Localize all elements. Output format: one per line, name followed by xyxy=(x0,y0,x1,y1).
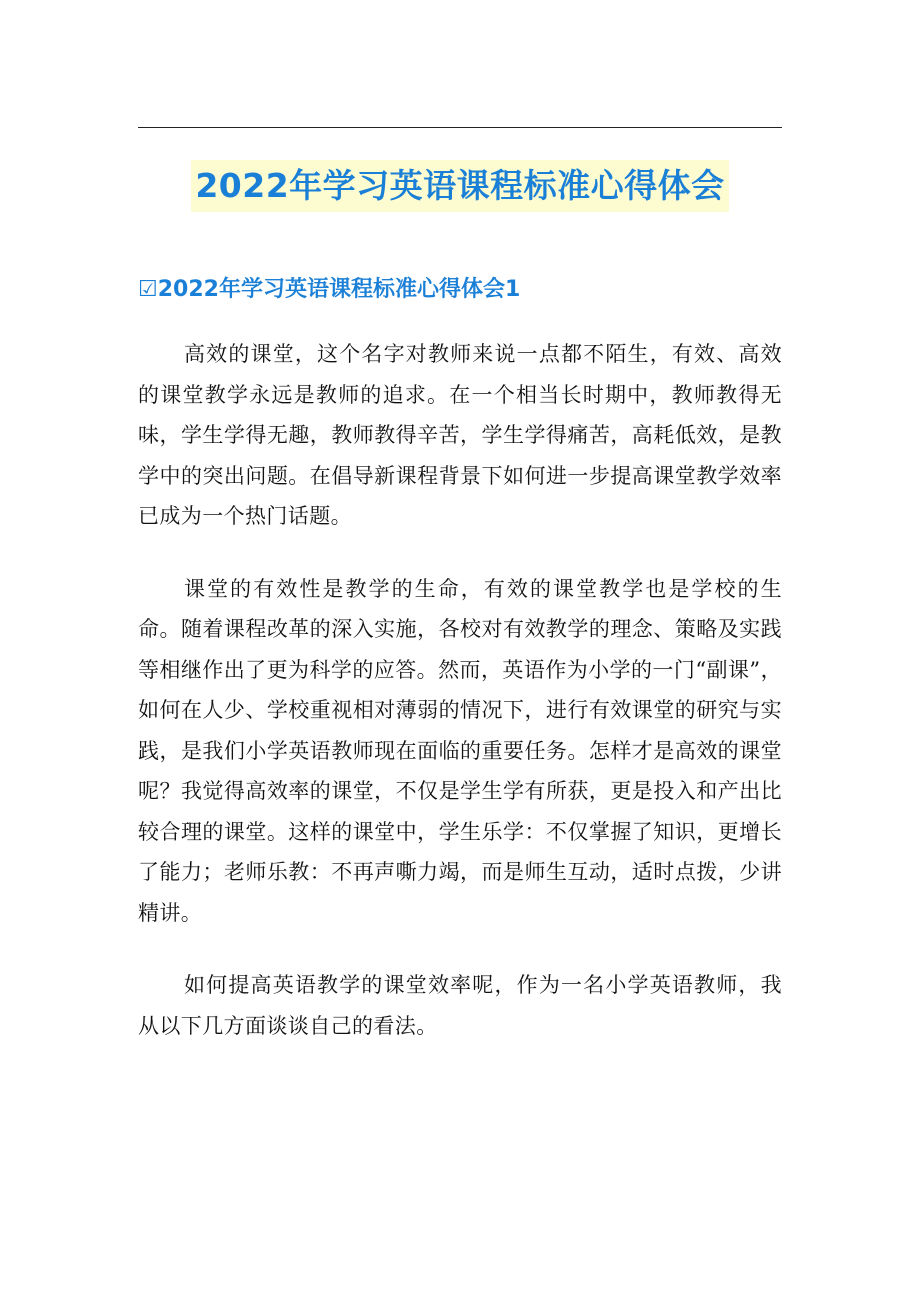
header-rule xyxy=(138,127,782,128)
checkbox-checked-icon: ☑ xyxy=(138,277,158,302)
paragraph-3: 如何提高英语教学的课堂效率呢，作为一名小学英语教师，我从以下几方面谈谈自己的看法。 xyxy=(138,973,782,1038)
section-heading xyxy=(138,272,520,308)
section-heading-text: 2022年学习英语课程标准心得体会1 xyxy=(157,277,521,302)
paragraph-2: 课堂的有效性是教学的生命，有效的课堂教学也是学校的生命。随着课程改革的深入实施，各校对有效教学的理念、策略及实践等相继作出了更为科学的应答。然而，英语作为小学的一门“副课”，如何在人少、学校重视相对薄弱的情况下，进行有效课堂的研究与实践，是我们小学英语教师现在面临的重要任务。怎样才是高效的课堂呢？我觉得高效率的课堂，不仅是学生学有所获，更是投入和产出比较合理的课堂。这样的课堂中，学生乐学：不仅掌握了知识，更增长了能力；老师乐教：不再声嘶力竭，而是师生互动，适时点拨，少讲精讲。 xyxy=(138,576,782,925)
document-body xyxy=(138,334,782,1078)
page-title-wrapper xyxy=(0,160,920,212)
page-title: 2022年学习英语课程标准心得体会 xyxy=(191,160,728,212)
paragraph-1: 高效的课堂，这个名字对教师来说一点都不陌生，有效、高效的课堂教学永远是教师的追求。在一个相当长时期中，教师教得无味，学生学得无趣，教师教得辛苦，学生学得痛苦，高耗低效，是教学中的突出问题。在倡导新课程背景下如何进一步提高课堂教学效率已成为一个热门话题。 xyxy=(138,342,782,528)
